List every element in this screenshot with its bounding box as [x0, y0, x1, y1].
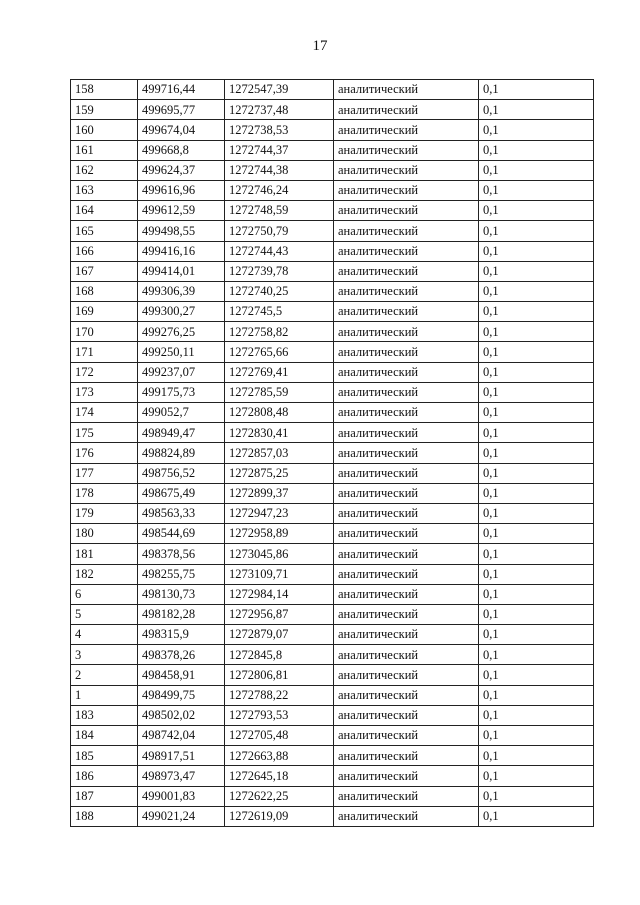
method-cell: аналитический: [334, 281, 479, 301]
y-coordinate-cell: 1273109,71: [225, 564, 334, 584]
y-coordinate-cell: 1272744,37: [225, 140, 334, 160]
y-coordinate-cell: 1273045,86: [225, 544, 334, 564]
accuracy-cell: 0,1: [479, 746, 594, 766]
table-row: [71, 645, 594, 665]
table-row: [71, 584, 594, 604]
x-coordinate-cell: 498917,51: [138, 746, 225, 766]
point-number-cell: 172: [71, 362, 138, 382]
table-row: [71, 746, 594, 766]
y-coordinate-cell: 1272748,59: [225, 201, 334, 221]
table-row: [71, 423, 594, 443]
accuracy-cell: 0,1: [479, 726, 594, 746]
point-number-cell: 161: [71, 140, 138, 160]
x-coordinate-cell: 498255,75: [138, 564, 225, 584]
page-number: 17: [312, 38, 328, 54]
y-coordinate-cell: 1272765,66: [225, 342, 334, 362]
x-coordinate-cell: 498563,33: [138, 503, 225, 523]
method-cell: аналитический: [334, 241, 479, 261]
method-cell: аналитический: [334, 564, 479, 584]
y-coordinate-cell: 1272758,82: [225, 322, 334, 342]
method-cell: аналитический: [334, 544, 479, 564]
accuracy-cell: 0,1: [479, 322, 594, 342]
point-number-cell: 164: [71, 201, 138, 221]
table-row: [71, 806, 594, 826]
accuracy-cell: 0,1: [479, 180, 594, 200]
accuracy-cell: 0,1: [479, 443, 594, 463]
x-coordinate-cell: 498378,56: [138, 544, 225, 564]
method-cell: аналитический: [334, 382, 479, 402]
point-number-cell: 171: [71, 342, 138, 362]
y-coordinate-cell: 1272958,89: [225, 524, 334, 544]
method-cell: аналитический: [334, 261, 479, 281]
accuracy-cell: 0,1: [479, 140, 594, 160]
x-coordinate-cell: 499612,59: [138, 201, 225, 221]
x-coordinate-cell: 498458,91: [138, 665, 225, 685]
accuracy-cell: 0,1: [479, 806, 594, 826]
y-coordinate-cell: 1272746,24: [225, 180, 334, 200]
table-row: [71, 705, 594, 725]
accuracy-cell: 0,1: [479, 100, 594, 120]
x-coordinate-cell: 499001,83: [138, 786, 225, 806]
method-cell: аналитический: [334, 726, 479, 746]
table-row: [71, 342, 594, 362]
point-number-cell: 166: [71, 241, 138, 261]
y-coordinate-cell: 1272808,48: [225, 403, 334, 423]
point-number-cell: 182: [71, 564, 138, 584]
y-coordinate-cell: 1272744,43: [225, 241, 334, 261]
x-coordinate-cell: 498544,69: [138, 524, 225, 544]
y-coordinate-cell: 1272619,09: [225, 806, 334, 826]
method-cell: аналитический: [334, 463, 479, 483]
coordinates-table: [70, 79, 594, 827]
point-number-cell: 167: [71, 261, 138, 281]
method-cell: аналитический: [334, 685, 479, 705]
x-coordinate-cell: 498675,49: [138, 483, 225, 503]
table-row: [71, 180, 594, 200]
method-cell: аналитический: [334, 705, 479, 725]
accuracy-cell: 0,1: [479, 645, 594, 665]
point-number-cell: 6: [71, 584, 138, 604]
x-coordinate-cell: 499624,37: [138, 160, 225, 180]
table-row: [71, 726, 594, 746]
table-row: [71, 625, 594, 645]
x-coordinate-cell: 498973,47: [138, 766, 225, 786]
y-coordinate-cell: 1272875,25: [225, 463, 334, 483]
accuracy-cell: 0,1: [479, 503, 594, 523]
x-coordinate-cell: 499021,24: [138, 806, 225, 826]
coordinates-table-body: [71, 80, 594, 827]
accuracy-cell: 0,1: [479, 120, 594, 140]
y-coordinate-cell: 1272705,48: [225, 726, 334, 746]
accuracy-cell: 0,1: [479, 524, 594, 544]
y-coordinate-cell: 1272737,48: [225, 100, 334, 120]
method-cell: аналитический: [334, 100, 479, 120]
table-row: [71, 403, 594, 423]
x-coordinate-cell: 499237,07: [138, 362, 225, 382]
x-coordinate-cell: 499306,39: [138, 281, 225, 301]
accuracy-cell: 0,1: [479, 705, 594, 725]
x-coordinate-cell: 499175,73: [138, 382, 225, 402]
y-coordinate-cell: 1272645,18: [225, 766, 334, 786]
table-row: [71, 362, 594, 382]
y-coordinate-cell: 1272663,88: [225, 746, 334, 766]
point-number-cell: 168: [71, 281, 138, 301]
point-number-cell: 176: [71, 443, 138, 463]
method-cell: аналитический: [334, 362, 479, 382]
point-number-cell: 180: [71, 524, 138, 544]
x-coordinate-cell: 498499,75: [138, 685, 225, 705]
table-row: [71, 604, 594, 624]
table-row: [71, 120, 594, 140]
table-row: [71, 766, 594, 786]
point-number-cell: 179: [71, 503, 138, 523]
method-cell: аналитический: [334, 483, 479, 503]
table-row: [71, 382, 594, 402]
point-number-cell: 169: [71, 302, 138, 322]
method-cell: аналитический: [334, 423, 479, 443]
y-coordinate-cell: 1272788,22: [225, 685, 334, 705]
table-row: [71, 564, 594, 584]
method-cell: аналитический: [334, 645, 479, 665]
y-coordinate-cell: 1272793,53: [225, 705, 334, 725]
point-number-cell: 2: [71, 665, 138, 685]
accuracy-cell: 0,1: [479, 201, 594, 221]
method-cell: аналитический: [334, 443, 479, 463]
accuracy-cell: 0,1: [479, 604, 594, 624]
point-number-cell: 4: [71, 625, 138, 645]
x-coordinate-cell: 498378,26: [138, 645, 225, 665]
point-number-cell: 178: [71, 483, 138, 503]
table-row: [71, 665, 594, 685]
y-coordinate-cell: 1272879,07: [225, 625, 334, 645]
accuracy-cell: 0,1: [479, 342, 594, 362]
accuracy-cell: 0,1: [479, 281, 594, 301]
table-row: [71, 483, 594, 503]
accuracy-cell: 0,1: [479, 625, 594, 645]
y-coordinate-cell: 1272745,5: [225, 302, 334, 322]
accuracy-cell: 0,1: [479, 80, 594, 100]
x-coordinate-cell: 498315,9: [138, 625, 225, 645]
y-coordinate-cell: 1272984,14: [225, 584, 334, 604]
y-coordinate-cell: 1272806,81: [225, 665, 334, 685]
accuracy-cell: 0,1: [479, 382, 594, 402]
point-number-cell: 158: [71, 80, 138, 100]
method-cell: аналитический: [334, 403, 479, 423]
y-coordinate-cell: 1272739,78: [225, 261, 334, 281]
point-number-cell: 159: [71, 100, 138, 120]
y-coordinate-cell: 1272857,03: [225, 443, 334, 463]
table-row: [71, 80, 594, 100]
y-coordinate-cell: 1272744,38: [225, 160, 334, 180]
accuracy-cell: 0,1: [479, 423, 594, 443]
point-number-cell: 162: [71, 160, 138, 180]
y-coordinate-cell: 1272956,87: [225, 604, 334, 624]
method-cell: аналитический: [334, 604, 479, 624]
x-coordinate-cell: 499300,27: [138, 302, 225, 322]
point-number-cell: 160: [71, 120, 138, 140]
point-number-cell: 187: [71, 786, 138, 806]
y-coordinate-cell: 1272830,41: [225, 423, 334, 443]
accuracy-cell: 0,1: [479, 483, 594, 503]
x-coordinate-cell: 499668,8: [138, 140, 225, 160]
point-number-cell: 177: [71, 463, 138, 483]
table-row: [71, 140, 594, 160]
table-row: [71, 685, 594, 705]
x-coordinate-cell: 499416,16: [138, 241, 225, 261]
method-cell: аналитический: [334, 221, 479, 241]
y-coordinate-cell: 1272769,41: [225, 362, 334, 382]
accuracy-cell: 0,1: [479, 786, 594, 806]
table-row: [71, 221, 594, 241]
point-number-cell: 165: [71, 221, 138, 241]
point-number-cell: 163: [71, 180, 138, 200]
x-coordinate-cell: 499716,44: [138, 80, 225, 100]
accuracy-cell: 0,1: [479, 584, 594, 604]
accuracy-cell: 0,1: [479, 685, 594, 705]
method-cell: аналитический: [334, 665, 479, 685]
x-coordinate-cell: 499276,25: [138, 322, 225, 342]
x-coordinate-cell: 499498,55: [138, 221, 225, 241]
accuracy-cell: 0,1: [479, 261, 594, 281]
method-cell: аналитический: [334, 786, 479, 806]
x-coordinate-cell: 499695,77: [138, 100, 225, 120]
x-coordinate-cell: 499052,7: [138, 403, 225, 423]
point-number-cell: 1: [71, 685, 138, 705]
method-cell: аналитический: [334, 625, 479, 645]
x-coordinate-cell: 498502,02: [138, 705, 225, 725]
accuracy-cell: 0,1: [479, 241, 594, 261]
point-number-cell: 184: [71, 726, 138, 746]
y-coordinate-cell: 1272899,37: [225, 483, 334, 503]
method-cell: аналитический: [334, 80, 479, 100]
accuracy-cell: 0,1: [479, 766, 594, 786]
table-row: [71, 524, 594, 544]
accuracy-cell: 0,1: [479, 302, 594, 322]
point-number-cell: 170: [71, 322, 138, 342]
method-cell: аналитический: [334, 160, 479, 180]
method-cell: аналитический: [334, 302, 479, 322]
x-coordinate-cell: 499250,11: [138, 342, 225, 362]
y-coordinate-cell: 1272750,79: [225, 221, 334, 241]
accuracy-cell: 0,1: [479, 160, 594, 180]
y-coordinate-cell: 1272845,8: [225, 645, 334, 665]
method-cell: аналитический: [334, 746, 479, 766]
table-row: [71, 201, 594, 221]
method-cell: аналитический: [334, 524, 479, 544]
method-cell: аналитический: [334, 180, 479, 200]
y-coordinate-cell: 1272738,53: [225, 120, 334, 140]
method-cell: аналитический: [334, 201, 479, 221]
point-number-cell: 186: [71, 766, 138, 786]
method-cell: аналитический: [334, 503, 479, 523]
x-coordinate-cell: 498824,89: [138, 443, 225, 463]
method-cell: аналитический: [334, 766, 479, 786]
x-coordinate-cell: 498182,28: [138, 604, 225, 624]
table-row: [71, 544, 594, 564]
table-row: [71, 100, 594, 120]
y-coordinate-cell: 1272947,23: [225, 503, 334, 523]
point-number-cell: 185: [71, 746, 138, 766]
method-cell: аналитический: [334, 322, 479, 342]
x-coordinate-cell: 498756,52: [138, 463, 225, 483]
x-coordinate-cell: 499414,01: [138, 261, 225, 281]
point-number-cell: 5: [71, 604, 138, 624]
x-coordinate-cell: 498130,73: [138, 584, 225, 604]
table-row: [71, 302, 594, 322]
table-row: [71, 786, 594, 806]
accuracy-cell: 0,1: [479, 564, 594, 584]
x-coordinate-cell: 498949,47: [138, 423, 225, 443]
table-row: [71, 241, 594, 261]
method-cell: аналитический: [334, 806, 479, 826]
table-row: [71, 160, 594, 180]
accuracy-cell: 0,1: [479, 665, 594, 685]
accuracy-cell: 0,1: [479, 362, 594, 382]
accuracy-cell: 0,1: [479, 221, 594, 241]
x-coordinate-cell: 499674,04: [138, 120, 225, 140]
method-cell: аналитический: [334, 584, 479, 604]
accuracy-cell: 0,1: [479, 544, 594, 564]
table-row: [71, 322, 594, 342]
point-number-cell: 175: [71, 423, 138, 443]
x-coordinate-cell: 498742,04: [138, 726, 225, 746]
accuracy-cell: 0,1: [479, 403, 594, 423]
table-row: [71, 281, 594, 301]
point-number-cell: 188: [71, 806, 138, 826]
y-coordinate-cell: 1272740,25: [225, 281, 334, 301]
point-number-cell: 3: [71, 645, 138, 665]
point-number-cell: 174: [71, 403, 138, 423]
method-cell: аналитический: [334, 342, 479, 362]
point-number-cell: 173: [71, 382, 138, 402]
table-row: [71, 443, 594, 463]
y-coordinate-cell: 1272547,39: [225, 80, 334, 100]
point-number-cell: 183: [71, 705, 138, 725]
table-row: [71, 463, 594, 483]
x-coordinate-cell: 499616,96: [138, 180, 225, 200]
method-cell: аналитический: [334, 140, 479, 160]
table-row: [71, 503, 594, 523]
table-row: [71, 261, 594, 281]
point-number-cell: 181: [71, 544, 138, 564]
method-cell: аналитический: [334, 120, 479, 140]
accuracy-cell: 0,1: [479, 463, 594, 483]
y-coordinate-cell: 1272785,59: [225, 382, 334, 402]
y-coordinate-cell: 1272622,25: [225, 786, 334, 806]
